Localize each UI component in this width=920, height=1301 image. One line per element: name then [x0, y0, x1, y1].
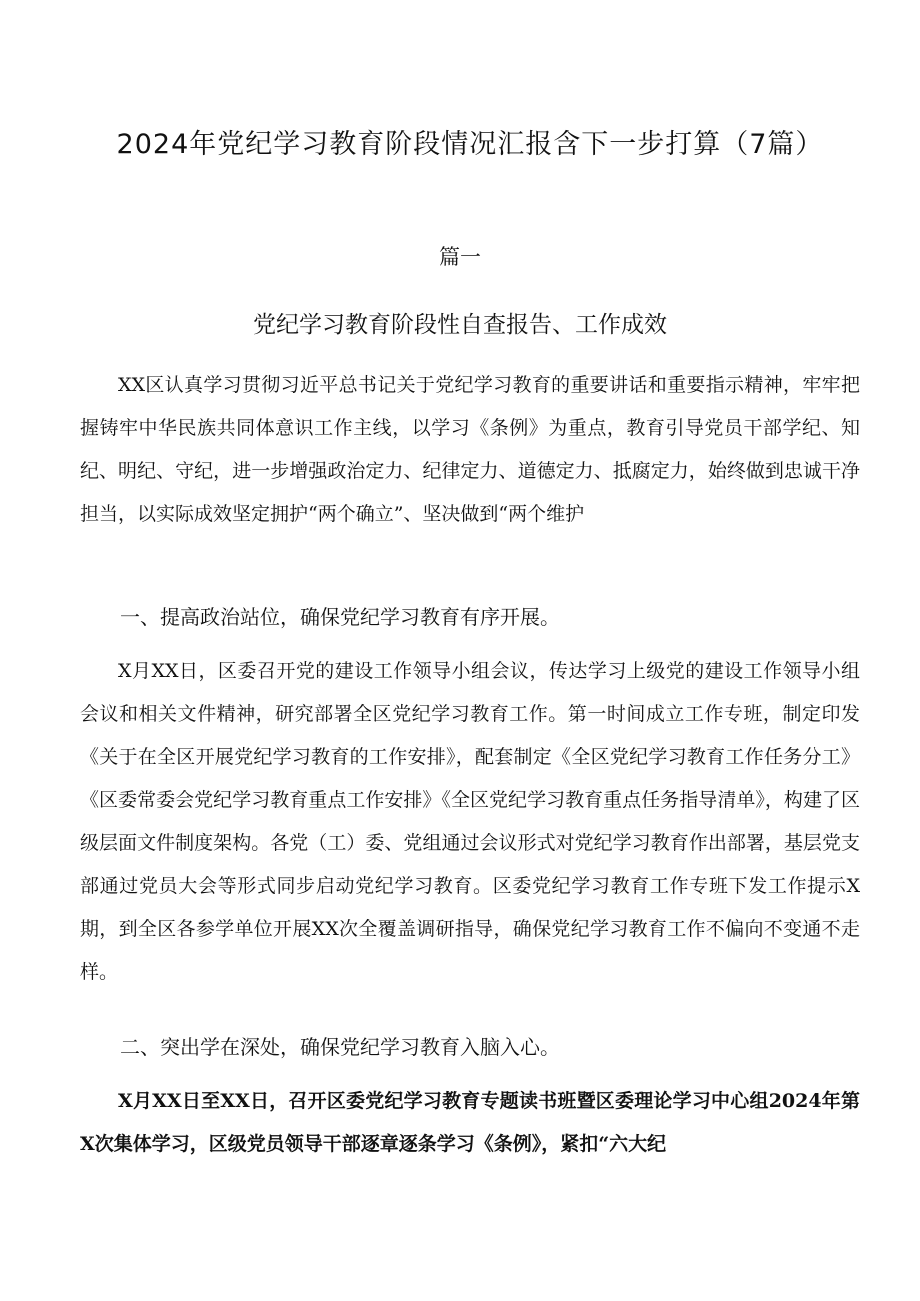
part-heading: 党纪学习教育阶段性自查报告、工作成效 [253, 312, 667, 338]
document-title: 2024年党纪学习教育阶段情况汇报含下一步打算（7篇） [116, 129, 824, 160]
intro-paragraph: XX区认真学习贯彻习近平总书记关于党纪学习教育的重要讲话和重要指示精神，牢牢把握铸牢中华民族共同体意识工作主线，以学习《条例》为重点，教育引导党员干部学纪、知纪、明纪、守纪，进一步增强政治定力、纪律定力、道德定力、抵腐定力，始终做到忠诚干净担当，以实际成效坚定拥护“两个确立”、坚决做到“两个维护 [80, 374, 860, 525]
section-heading-1: 一、提高政治站位，确保党纪学习教育有序开展。 [120, 605, 560, 629]
section-2-paragraph: X月XX日至XX日，召开区委党纪学习教育专题读书班暨区委理论学习中心组2024年第X次集体学习，区级党员领导干部逐章逐条学习《条例》，紧扣“六大纪 [80, 1090, 860, 1155]
section-heading-2: 二、突出学在深处，确保党纪学习教育入脑入心。 [120, 1035, 560, 1059]
part-label: 篇一 [439, 245, 481, 269]
section-1-paragraph: X月XX日，区委召开党的建设工作领导小组会议，传达学习上级党的建设工作领导小组会议和相关文件精神，研究部署全区党纪学习教育工作。第一时间成立工作专班，制定印发《关于在全区开展党纪学习教育的工作安排》，配套制定《全区党纪学习教育工作任务分工》《区委常委会党纪学习教育重点工作安排》《全区党纪学习教育重点任务指导清单》，构建了区级层面文件制度架构。各党（工）委、党组通过会议形式对党纪学习教育作出部署，基层党支部通过党员大会等形式同步启动党纪学习教育。区委党纪学习教育工作专班下发工作提示X期，到全区各参学单位开展XX次全覆盖调研指导，确保党纪学习教育工作不偏向不变通不走样。 [80, 660, 860, 983]
